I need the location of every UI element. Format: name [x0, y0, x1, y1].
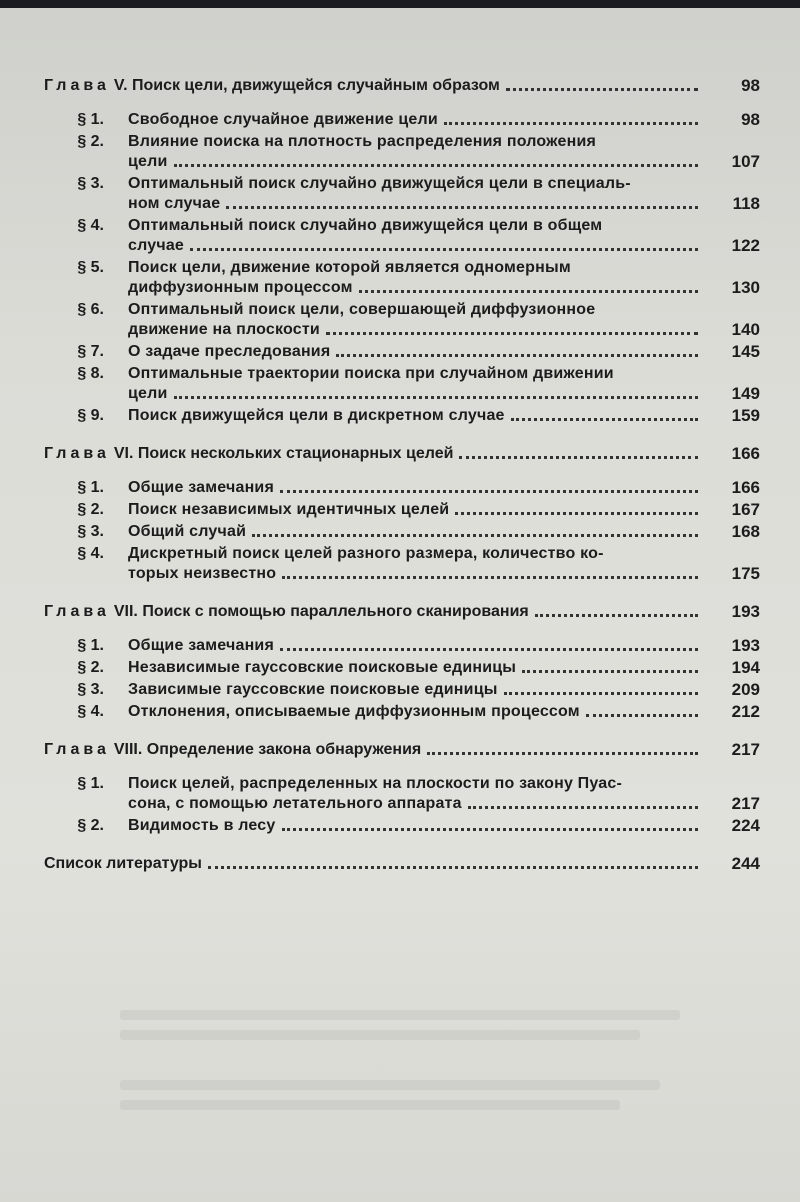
section-number: § 3. — [77, 175, 104, 192]
section-number: § 2. — [77, 817, 104, 834]
chapter-page: 166 — [731, 444, 760, 463]
leader-dots — [282, 824, 698, 831]
bleed-through — [120, 1030, 640, 1040]
chapter-title: VI. Поиск нескольких стационарных целей — [113, 445, 454, 462]
section-number: § 3. — [77, 681, 104, 698]
section-entry[interactable] — [44, 816, 760, 836]
section-number: § 2. — [77, 659, 104, 676]
leader-dots — [252, 530, 698, 537]
section-number: § 3. — [77, 523, 104, 540]
section-entry[interactable] — [44, 522, 760, 542]
section-title-line2: ном случае — [128, 195, 221, 212]
chapter-block — [44, 444, 760, 584]
chapter-heading[interactable] — [44, 602, 760, 622]
leader-dots — [282, 572, 698, 579]
section-title: Зависимые гауссовские поисковые единицы — [128, 681, 498, 698]
section-entry[interactable] — [44, 636, 760, 656]
section-title-line2: торых неизвестно — [128, 565, 277, 582]
chapter-block — [44, 76, 760, 426]
section-entry[interactable] — [44, 658, 760, 678]
chapter-block — [44, 740, 760, 836]
section-page: 140 — [731, 320, 760, 339]
section-title-line1: Оптимальный поиск случайно движущейся цели в специаль- — [128, 175, 631, 192]
section-title: Общие замечания — [128, 637, 275, 654]
section-page: 167 — [731, 500, 760, 519]
chapter-block — [44, 602, 760, 722]
section-entry[interactable] — [44, 342, 760, 362]
section-number: § 6. — [77, 301, 104, 318]
section-title-line1: Оптимальные траектории поиска при случайном движении — [128, 365, 614, 382]
chapter-title: VIII. Определение закона обнаружения — [113, 741, 422, 758]
section-title: Отклонения, описываемые диффузионным процессом — [128, 703, 580, 720]
section-number: § 8. — [77, 365, 104, 382]
leader-dots — [208, 862, 698, 869]
leader-dots — [468, 802, 698, 809]
section-entry[interactable] — [44, 132, 760, 172]
section-title: Видимость в лесу — [128, 817, 276, 834]
chapter-title: VII. Поиск с помощью параллельного сканирования — [113, 603, 529, 620]
section-title-line2: цели — [128, 385, 168, 402]
section-number: § 1. — [77, 479, 104, 496]
section-page: 118 — [732, 194, 760, 213]
section-number: § 2. — [77, 133, 104, 150]
section-page: 166 — [731, 478, 760, 497]
section-page: 107 — [731, 152, 760, 171]
section-page: 224 — [731, 816, 760, 835]
table-of-contents — [44, 76, 760, 874]
section-number: § 9. — [77, 407, 104, 424]
chapter-heading[interactable] — [44, 444, 760, 464]
section-title-line2: сона, с помощью летательного аппарата — [128, 795, 462, 812]
section-title-line2: цели — [128, 153, 168, 170]
section-number: § 4. — [77, 545, 104, 562]
section-page: 193 — [731, 636, 760, 655]
leader-dots — [326, 328, 698, 335]
leader-dots — [226, 202, 698, 209]
leader-dots — [506, 84, 698, 91]
section-title: Общие замечания — [128, 479, 275, 496]
section-entry[interactable] — [44, 500, 760, 520]
bleed-through — [120, 1010, 680, 1020]
section-page: 149 — [731, 384, 760, 403]
bleed-through — [120, 1080, 660, 1090]
section-page: 217 — [731, 794, 760, 813]
chapter-label: Глава — [44, 603, 110, 620]
chapter-page: 98 — [741, 76, 760, 95]
section-title-line1: Поиск цели, движение которой является одномерным — [128, 259, 571, 276]
leader-dots — [504, 688, 698, 695]
section-number: § 4. — [77, 217, 104, 234]
section-number: § 1. — [77, 775, 104, 792]
leader-dots — [444, 118, 698, 125]
section-title-line1: Оптимальный поиск случайно движущейся цели в общем — [128, 217, 603, 234]
section-page: 175 — [731, 564, 760, 583]
chapter-page: 193 — [731, 602, 760, 621]
section-entry[interactable] — [44, 544, 760, 584]
leader-dots — [190, 244, 698, 251]
literature-title: Список литературы — [44, 855, 202, 872]
section-page: 168 — [731, 522, 760, 541]
section-entry[interactable] — [44, 478, 760, 498]
chapter-page: 217 — [731, 740, 760, 759]
leader-dots — [427, 748, 698, 755]
section-title-line1: Влияние поиска на плотность распределения положения — [128, 133, 597, 150]
section-number: § 4. — [77, 703, 104, 720]
section-page: 212 — [731, 702, 760, 721]
section-entry[interactable] — [44, 774, 760, 814]
leader-dots — [459, 452, 698, 459]
chapter-heading[interactable] — [44, 740, 760, 760]
leader-dots — [174, 160, 698, 167]
leader-dots — [280, 644, 698, 651]
section-page: 130 — [731, 278, 760, 297]
section-title-line1: Оптимальный поиск цели, совершающей диффузионное — [128, 301, 596, 318]
section-entry[interactable] — [44, 258, 760, 298]
leader-dots — [280, 486, 698, 493]
leader-dots — [174, 392, 698, 399]
section-title-line2: движение на плоскости — [128, 321, 320, 338]
section-title: Независимые гауссовские поисковые единицы — [128, 659, 517, 676]
section-title: Поиск независимых идентичных целей — [128, 501, 450, 518]
top-edge — [0, 0, 800, 8]
section-number: § 7. — [77, 343, 104, 360]
section-entry[interactable] — [44, 110, 760, 130]
section-title: Свободное случайное движение цели — [128, 111, 438, 128]
bleed-through — [120, 1100, 620, 1110]
leader-dots — [535, 610, 698, 617]
section-entry[interactable] — [44, 174, 760, 214]
leader-dots — [336, 350, 698, 357]
section-page: 159 — [731, 406, 760, 425]
section-title-line1: Дискретный поиск целей разного размера, количество ко- — [128, 545, 604, 562]
leader-dots — [522, 666, 698, 673]
section-title: Поиск движущейся цели в дискретном случае — [128, 407, 505, 424]
section-page: 194 — [731, 658, 760, 677]
section-number: § 1. — [77, 637, 104, 654]
section-entry[interactable] — [44, 364, 760, 404]
section-number: § 1. — [77, 111, 104, 128]
section-number: § 5. — [77, 259, 104, 276]
chapter-label: Глава — [44, 741, 110, 758]
section-page: 122 — [731, 236, 760, 255]
section-page: 209 — [731, 680, 760, 699]
literature-entry[interactable] — [44, 854, 760, 874]
section-entry[interactable] — [44, 406, 760, 426]
section-entry[interactable] — [44, 702, 760, 722]
chapter-title: V. Поиск цели, движущейся случайным образом — [113, 77, 500, 94]
section-entry[interactable] — [44, 680, 760, 700]
leader-dots — [586, 710, 698, 717]
section-number: § 2. — [77, 501, 104, 518]
chapter-heading[interactable] — [44, 76, 760, 96]
section-title: О задаче преследования — [128, 343, 331, 360]
section-entry[interactable] — [44, 300, 760, 340]
leader-dots — [455, 508, 698, 515]
section-entry[interactable] — [44, 216, 760, 256]
section-title-line2: диффузионным процессом — [128, 279, 353, 296]
leader-dots — [511, 414, 698, 421]
section-title: Общий случай — [128, 523, 247, 540]
leader-dots — [359, 286, 698, 293]
section-page: 145 — [731, 342, 760, 361]
literature-page: 244 — [731, 854, 760, 873]
chapter-label: Глава — [44, 77, 110, 94]
section-page: 98 — [741, 110, 760, 129]
chapter-label: Глава — [44, 445, 110, 462]
section-title-line1: Поиск целей, распределенных на плоскости по закону Пуас- — [128, 775, 622, 792]
section-title-line2: случае — [128, 237, 185, 254]
